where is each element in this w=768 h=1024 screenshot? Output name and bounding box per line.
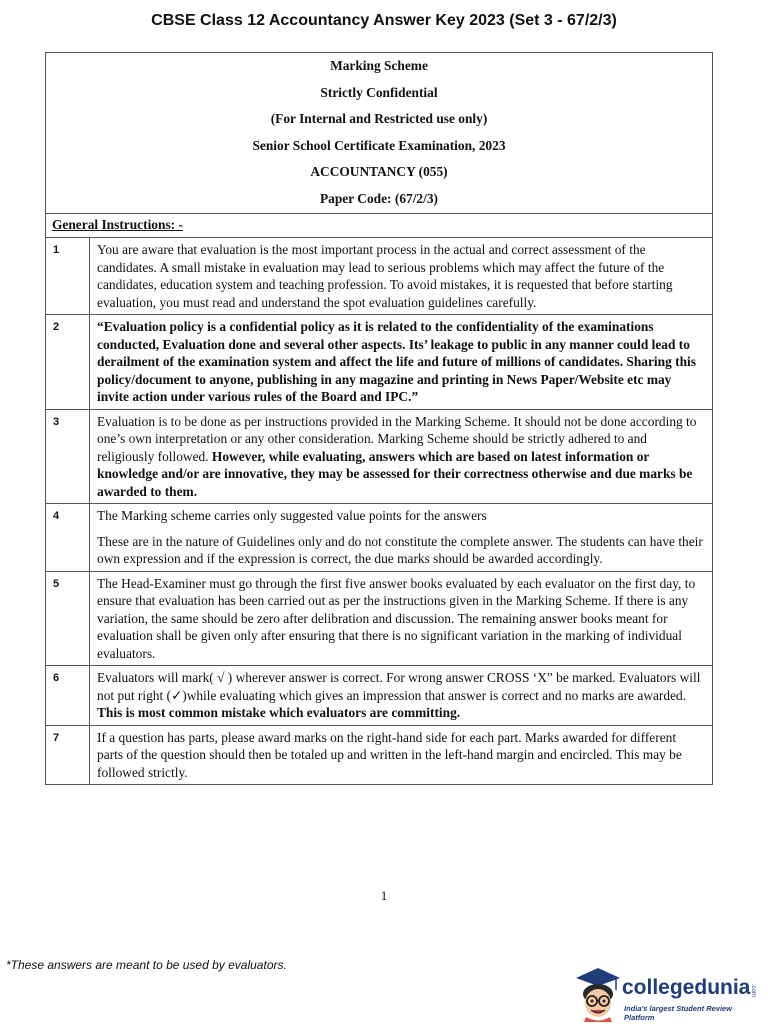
instruction-row (46, 410, 712, 505)
row-number: 2 (46, 315, 90, 409)
brand-suffix: .com (750, 984, 756, 998)
header-block (46, 53, 712, 214)
row-number: 7 (46, 726, 90, 785)
row-text (90, 410, 712, 504)
row-bold-text: This is most common mistake which evaluators are committing. (97, 705, 461, 720)
instruction-row (46, 726, 712, 785)
header-line: Marking Scheme (330, 58, 428, 73)
row-number: 5 (46, 572, 90, 666)
footnote: *These answers are meant to be used by evaluators. (6, 958, 287, 972)
row-paragraph: These are in the nature of Guidelines only and do not constitute the complete answer. The students can have their own expression and if the expression is correct, the due marks should be awarded accordingly. (97, 533, 703, 566)
marking-scheme-table (45, 52, 713, 785)
header-line: Paper Code: (67/2/3) (319, 190, 439, 206)
row-number: 4 (46, 504, 90, 571)
instruction-row (46, 504, 712, 572)
row-number: 3 (46, 410, 90, 504)
page-title: CBSE Class 12 Accountancy Answer Key 2023 (Set 3 - 67/2/3) (151, 12, 617, 29)
collegedunia-logo[interactable] (572, 966, 762, 1022)
row-number: 6 (46, 666, 90, 725)
row-text (90, 504, 712, 571)
row-plain-text: Evaluators will mark( √ ) wherever answer is correct. For wrong answer CROSS ‘X” be marked. Evaluators will not put right (✓)while evaluating which gives an impression that answer is correct and no marks are awarded. (97, 670, 701, 703)
row-text (90, 666, 712, 725)
header-line: (For Internal and Restricted use only) (270, 111, 488, 126)
instruction-row (46, 315, 712, 410)
instruction-row (46, 238, 712, 315)
row-paragraph: If a question has parts, please award marks on the right-hand side for each part. Marks awarded for different parts of the question should then be totaled up and written in the left-hand margin and encircled. This may be followed strictly. (97, 729, 682, 780)
header-line: ACCOUNTANCY (055) (310, 164, 448, 179)
row-text (90, 726, 712, 785)
row-text (90, 572, 712, 666)
instruction-row (46, 666, 712, 726)
row-bold-text: However, while evaluating, answers which are based on latest information or knowledge and/or are innovative, they may be assessed for their correctness otherwise and due marks be awarded to them. (97, 448, 693, 499)
instruction-row (46, 572, 712, 667)
general-instructions-heading: General Instructions: - (46, 214, 712, 238)
page-number: 1 (380, 888, 388, 903)
header-line: Senior School Certificate Examination, 2023 (252, 137, 506, 153)
row-paragraph: The Head-Examiner must go through the first five answer books evaluated by each evaluator on the first day, to ensure that evaluation has been carried out as per the instructions given in the Marking Scheme. If there is any variation, the same should be zero after delibration and discussion. The remaining answer books meant for evaluation shall be given only after ensuring that there is no significant variation in the marking of individual evaluators. (97, 575, 696, 661)
row-bold-text: “Evaluation policy is a confidential policy as it is related to the confidentiality of the examinations conducted, Evaluation done and several other aspects. Its’ leakage to public in any manner could lead to derailment of the examination system and affect the life and future of millions of candidates. Sharing this policy/document to anyone, publishing in any magazine and printing in News Paper/Website etc may invite action under various rules of the Board and IPC.” (97, 319, 696, 404)
row-text (90, 238, 712, 314)
brand-name: collegedunia (622, 976, 751, 999)
header-line: Strictly Confidential (320, 84, 438, 100)
row-number: 1 (46, 238, 90, 314)
row-text (90, 315, 712, 409)
brand-tagline: India's largest Student Review Platform (624, 1004, 733, 1022)
mascot-icon (572, 966, 622, 1022)
row-paragraph: You are aware that evaluation is the most important process in the actual and correct assessment of the candidates. A small mistake in evaluation may lead to serious problems which may affect the future of the candidates, education system and teaching profession. To avoid mistakes, it is requested that before starting evaluation, you must read and understand the spot evaluation guidelines carefully. (97, 242, 673, 310)
row-paragraph: The Marking scheme carries only suggested value points for the answers (97, 508, 487, 523)
row-plain-text: Evaluation is to be done as per instructions provided in the Marking Scheme. It should not be done according to one’s own interpretation or any other consideration. Marking Scheme should be strictly adhered to and religiously followed. (97, 413, 697, 464)
